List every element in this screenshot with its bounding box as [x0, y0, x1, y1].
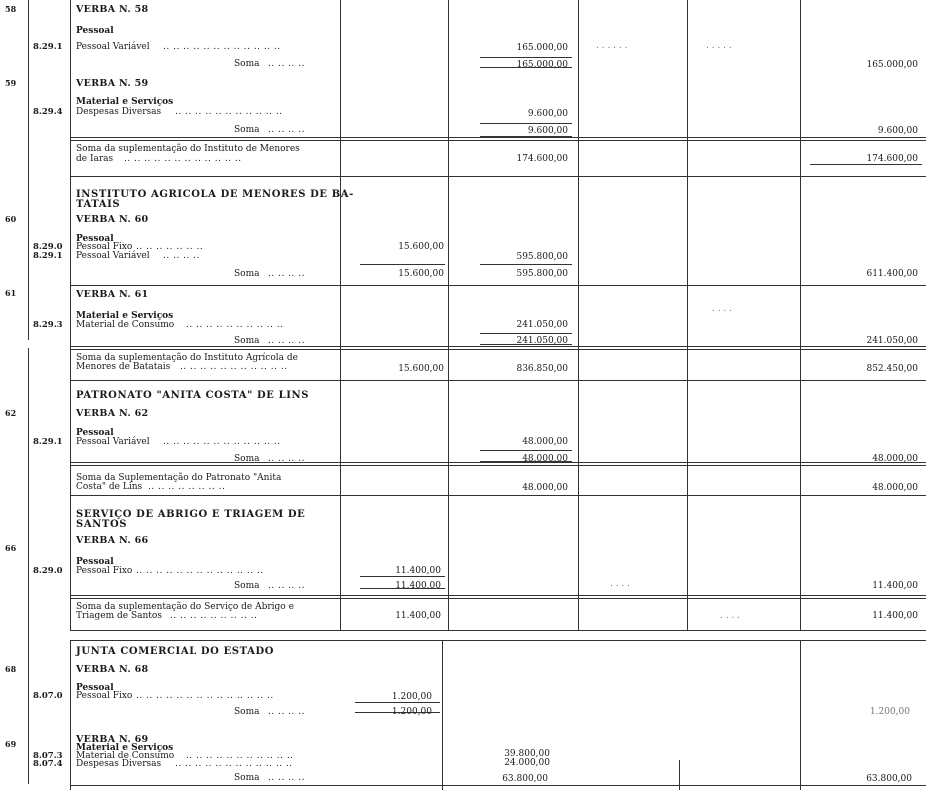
amount: 165.000,00	[516, 60, 568, 70]
amount: 15.600,00	[398, 242, 444, 252]
margin-mark: 59	[5, 78, 17, 88]
budget-document-page: 58 59 60 61 62 66 68 69 VERBA N. 58 Pessoal 8.29.1 Pessoal Variável .. .. .. .. .. .. .. .. .. .. .. .. 165.000,00 Soma .. .. .. .. 165.000,00 165.000,00 VERBA N. 59 Material e Serviços 8.29.4 Despesas Diversas .. .. .. .. .. .. .. .. .. .. .. 9.600,00 Soma .. .. .. .. 9.600,00 9.600,00 Soma da suplementação do Instituto de Menores de Iaras .. .. .. .. .. .. .. .. .. .. .. .. 174.600,00 174.600,00 INSTITUTO AGRICOLA DE MENORES DE BA- TATAIS VERBA N. 60 Pessoal 8.29.0 Pessoal Fixo .. .. .. .. .. .. .. 15.600,00 8.29.1 Pessoal Variável .. .. .. .. 595.800,00 Soma .. .. .. .. 15.600,00 595.800,00 611.400,00 VERBA N. 61 Material e Serviços 8.29.3 Material de Consumo .. .. .. .. .. .. .. .. .. .. 241.050,00 Soma .. .. .. .. 241.050,00 241.050,00 Soma da suplementação do Instituto Agrícola de Menores de Batatais .. .. .. .. .. .. .. .. .. .. .. 15.600,00 836.850,00 852.450,00 PATRONATO "ANITA COSTA" DE LINS VERBA N. 62 Pessoal 8.29.1 Pessoal Variável .. .. .. .. .. .. .. .. .. .. .. .. 48.000,00 Soma .. .. .. .. 48.000,00 48.000,00 Soma da Suplementação do Patronato "Anita Costa" de Lins .. .. .. .. .. .. .. .. 48.000,00 48.000,00 SERVIÇO DE ABRIGO E TRIAGEM DE SANTOS VERBA N. 66 Pessoal 8.29.0 Pessoal Fixo .. .. .. .. .. .. .. .. .. .. .. .. .. 11.400,00 Soma .. .. .. .. 11.400,00 11.400,00 Soma da suplementação do Serviço de Abrigo e Triagem de Santos .. .. .. .. .. .. .. .. .. 11.400,00 11.400,00 JUNTA COMERCIAL DO ESTADO VERBA N. 68 Pessoal 8.07.0 Pessoal Fixo .. .. .. .. .. .. .. .. .. .. .. .. .. .. 1.200,00 Soma .. .. .. .. 1.200,00 1.200,00 VERBA N. 69 Material e Serviços 8.07.3 Material de Consumo .. .. .. .. .. .. .. .. .. .. .. 39.800,00 8.07.4 Despesas Diversas .. .. .. .. .. .. .. .. .. .. .. .. 24.000,00 Soma .. .. .. .. 63.800,00 63.800,00 . . . . . . . . . . . . . . . . . . . . . . .	[0, 0, 929, 791]
soma-label: Soma	[234, 773, 260, 783]
total-amount: 852.450,00	[866, 364, 918, 374]
budget-code: 8.29.1	[33, 437, 63, 447]
verba-heading: VERBA N. 61	[76, 289, 149, 300]
section-title: SERVIÇO DE ABRIGO E TRIAGEM DE	[76, 509, 306, 520]
column-rule	[687, 0, 688, 630]
total-amount: 611.400,00	[866, 269, 918, 279]
amount: 9.600,00	[527, 126, 568, 136]
category-heading: Material e Serviços	[76, 311, 174, 321]
category-heading: Pessoal	[76, 26, 114, 36]
column-rule	[28, 348, 29, 784]
suplementacao-label: Menores de Batatais	[76, 362, 171, 372]
category-heading: Pessoal	[76, 557, 114, 567]
margin-mark: 61	[5, 288, 17, 298]
budget-code: 8.07.0	[33, 691, 63, 701]
amount: 15.600,00	[398, 269, 444, 279]
amount: 11.400,00	[395, 611, 441, 621]
amount: 1.200,00	[391, 707, 432, 717]
section-separator	[70, 640, 926, 641]
soma-label: Soma	[234, 59, 260, 69]
scan-speck: . . . . .	[706, 41, 732, 51]
section-separator	[70, 380, 926, 381]
total-amount: 11.400,00	[872, 611, 918, 621]
margin-mark: 62	[5, 408, 17, 418]
column-rule	[70, 0, 71, 630]
margin-mark: 66	[5, 543, 17, 553]
total-amount: 9.600,00	[877, 126, 918, 136]
amount: 174.600,00	[516, 154, 568, 164]
line-item-label: Pessoal Variável	[76, 42, 150, 52]
amount: 48.000,00	[522, 454, 568, 464]
section-title: JUNTA COMERCIAL DO ESTADO	[76, 646, 275, 657]
section-separator	[70, 176, 926, 177]
amount: 15.600,00	[398, 364, 444, 374]
margin-mark: 68	[5, 664, 17, 674]
category-heading: Pessoal	[76, 428, 114, 438]
scan-speck: . . . .	[720, 611, 741, 621]
column-rule	[70, 640, 71, 790]
margin-mark: 58	[5, 4, 17, 14]
amount: 836.850,00	[516, 364, 568, 374]
line-item-label: Despesas Diversas	[76, 759, 162, 769]
amount: 241.050,00	[516, 336, 568, 346]
amount: 595.800,00	[516, 269, 568, 279]
amount: 11.400,00	[395, 581, 441, 591]
verba-heading: VERBA N. 59	[76, 78, 149, 89]
budget-code: 8.29.0	[33, 242, 63, 252]
budget-code: 8.29.1	[33, 42, 63, 52]
budget-code: 8.29.1	[33, 251, 63, 261]
category-heading: Pessoal	[76, 683, 114, 693]
column-rule	[340, 0, 341, 630]
scan-speck: . . . .	[712, 304, 733, 314]
line-item-label: Pessoal Variável	[76, 251, 150, 261]
suplementacao-label: Soma da suplementação do Instituto de Menores	[76, 144, 300, 154]
column-rule	[578, 0, 579, 630]
amount: 63.800,00	[502, 774, 548, 784]
section-title: INSTITUTO AGRICOLA DE MENORES DE BA-	[76, 189, 354, 200]
total-amount: 63.800,00	[866, 774, 912, 784]
soma-label: Soma	[234, 125, 260, 135]
line-item-label: Despesas Diversas	[76, 107, 162, 117]
amount: 1.200,00	[391, 692, 432, 702]
suplementacao-label: Soma da suplementação do Serviço de Abrigo e	[76, 602, 294, 612]
amount: 241.050,00	[516, 320, 568, 330]
budget-code: 8.29.0	[33, 566, 63, 576]
section-title: SANTOS	[76, 519, 128, 530]
verba-heading: VERBA N. 62	[76, 408, 149, 419]
amount: 48.000,00	[522, 437, 568, 447]
verba-heading: VERBA N. 58	[76, 4, 149, 15]
category-heading: Pessoal	[76, 234, 114, 244]
column-rule	[800, 0, 801, 630]
suplementacao-label: Soma da suplementação do Instituto Agrícola de	[76, 353, 298, 363]
line-item-label: Pessoal Variável	[76, 437, 150, 447]
total-amount: 48.000,00	[872, 483, 918, 493]
total-amount: 11.400,00	[872, 581, 918, 591]
amount: 24.000,00	[504, 758, 550, 768]
amount: 9.600,00	[527, 109, 568, 119]
amount: 11.400,00	[395, 566, 441, 576]
column-rule	[800, 640, 801, 790]
total-amount: 48.000,00	[872, 454, 918, 464]
verba-heading: VERBA N. 68	[76, 664, 149, 675]
margin-mark: 60	[5, 214, 17, 224]
section-title: TATAIS	[76, 199, 121, 210]
total-amount: 165.000,00	[866, 60, 918, 70]
column-rule	[448, 0, 449, 630]
line-item-label: Material de Consumo	[76, 320, 175, 330]
soma-label: Soma	[234, 336, 260, 346]
column-rule	[442, 640, 443, 790]
section-separator	[70, 630, 926, 631]
soma-label: Soma	[234, 581, 260, 591]
amount: 165.000,00	[516, 43, 568, 53]
soma-label: Soma	[234, 269, 260, 279]
category-heading: Material e Serviços	[76, 97, 174, 107]
suplementacao-label: de Iaras	[76, 154, 114, 164]
scan-speck: . . . .	[610, 579, 631, 589]
section-separator	[70, 495, 926, 496]
soma-label: Soma	[234, 707, 260, 717]
verba-heading: VERBA N. 69	[76, 734, 149, 745]
margin-mark: 69	[5, 739, 17, 749]
verba-heading: VERBA N. 60	[76, 214, 149, 225]
budget-code: 8.07.3	[33, 751, 63, 761]
verba-heading: VERBA N. 66	[76, 535, 149, 546]
total-amount: 1.200,00	[869, 707, 910, 717]
amount: 39.800,00	[504, 749, 550, 759]
budget-code: 8.07.4	[33, 759, 63, 769]
amount: 48.000,00	[522, 483, 568, 493]
total-amount: 241.050,00	[866, 336, 918, 346]
line-item-label: Pessoal Fixo	[76, 242, 133, 252]
total-amount: 174.600,00	[866, 154, 918, 164]
suplementacao-label: Triagem de Santos	[76, 611, 162, 621]
category-heading: Material e Serviços	[76, 743, 174, 753]
budget-code: 8.29.4	[33, 107, 63, 117]
suplementacao-label: Soma da Suplementação do Patronato "Anita	[76, 473, 282, 483]
line-item-label: Pessoal Fixo	[76, 691, 133, 701]
line-item-label: Pessoal Fixo	[76, 566, 133, 576]
line-item-label: Material de Consumo	[76, 751, 175, 761]
suplementacao-label: Costa" de Lins	[76, 482, 143, 492]
budget-code: 8.29.3	[33, 320, 63, 330]
scan-speck: . . . . . .	[596, 41, 628, 51]
section-title: PATRONATO "ANITA COSTA" DE LINS	[76, 390, 310, 401]
column-rule	[28, 0, 29, 340]
soma-label: Soma	[234, 454, 260, 464]
amount: 595.800,00	[516, 252, 568, 262]
